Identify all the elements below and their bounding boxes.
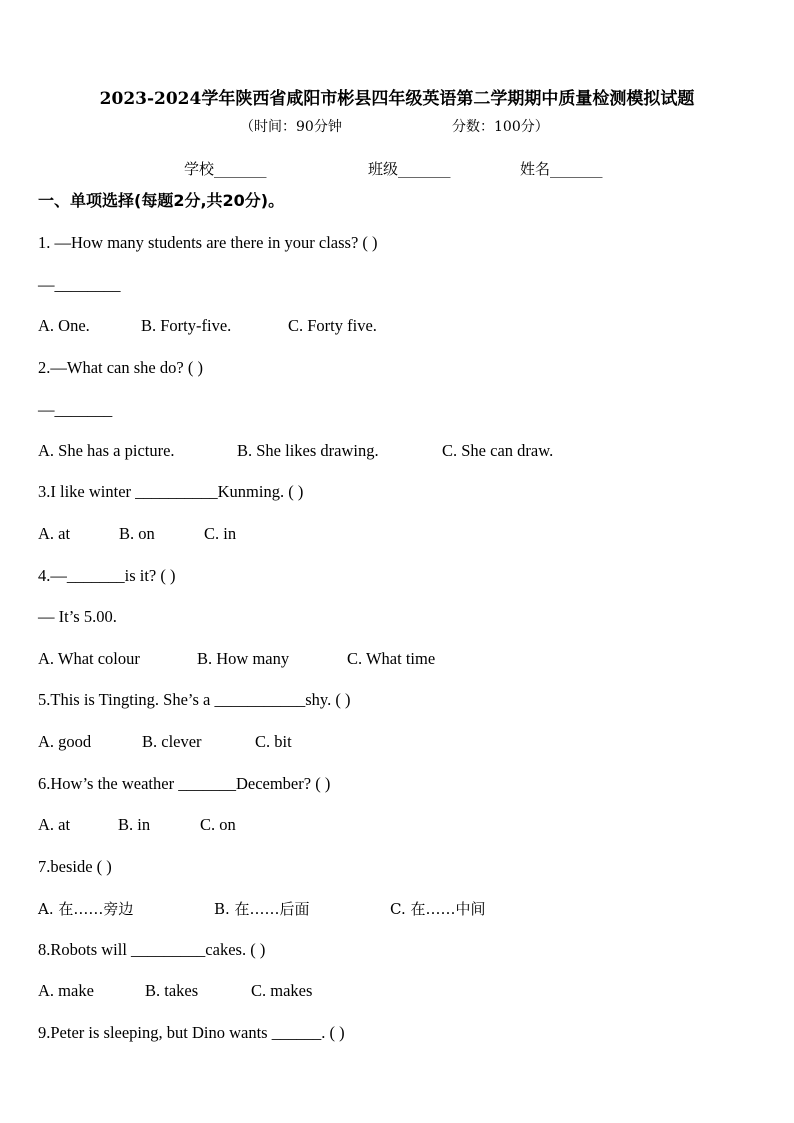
question-7-option-a: A. 在……旁边 [38, 900, 134, 918]
question-5-option-c: C. bit [255, 732, 292, 751]
name-field: 姓名_______ [520, 160, 603, 178]
question-5-option-a: A. good [38, 732, 92, 751]
question-9-stem: 9.Peter is sleeping, but Dino wants ______. ( ) [38, 1023, 345, 1042]
question-7-option-b: B. 在……后面 [214, 900, 310, 918]
question-6-stem: 6.How’s the weather _______December? ( ) [38, 774, 331, 793]
exam-title: 2023-2024学年陕西省咸阳市彬县四年级英语第二学期期中质量检测模拟试题 [99, 89, 695, 109]
question-7-stem: 7.beside ( ) [38, 857, 112, 876]
class-field: 班级_______ [368, 160, 451, 178]
question-1-option-c: C. Forty five. [288, 316, 377, 335]
question-1-answer-line: —________ [38, 275, 121, 294]
question-4-answer-line: — It’s 5.00. [38, 607, 117, 626]
question-2-stem: 2.—What can she do? ( ) [38, 358, 203, 377]
question-6-option-b: B. in [118, 815, 151, 834]
question-3-option-a: A. at [38, 524, 71, 543]
question-6-option-a: A. at [38, 815, 71, 834]
exam-time: （时间：90分钟 [240, 119, 342, 135]
question-4-option-b: B. How many [197, 649, 290, 668]
question-2-option-c: C. She can draw. [442, 441, 554, 460]
question-5-stem: 5.This is Tingting. She’s a ___________shy. ( ) [38, 690, 351, 709]
question-2-option-b: B. She likes drawing. [237, 441, 379, 460]
question-1-option-a: A. One. [38, 316, 90, 335]
question-5-option-b: B. clever [142, 732, 202, 751]
question-8-option-c: C. makes [251, 981, 313, 1000]
school-field: 学校_______ [184, 160, 267, 178]
question-2-option-a: A. She has a picture. [38, 441, 175, 460]
question-8-option-b: B. takes [145, 981, 199, 1000]
question-3-option-c: C. in [204, 524, 237, 543]
exam-score: 分数：100分） [452, 119, 549, 135]
question-6-option-c: C. on [200, 815, 236, 834]
question-8-stem: 8.Robots will _________cakes. ( ) [38, 940, 266, 959]
question-1-option-b: B. Forty-five. [141, 316, 232, 335]
question-4-option-a: A. What colour [38, 649, 140, 668]
question-2-answer-line: —_______ [38, 400, 113, 419]
section-heading: 一、单项选择(每题2分,共20分)。 [38, 191, 285, 210]
question-3-stem: 3.I like winter __________Kunming. ( ) [38, 482, 304, 501]
question-4-stem: 4.—_______is it? ( ) [38, 566, 176, 585]
question-7-option-c: C. 在……中间 [390, 900, 486, 918]
question-3-option-b: B. on [119, 524, 155, 543]
question-4-option-c: C. What time [347, 649, 436, 668]
question-1-stem: 1. —How many students are there in your class? ( ) [38, 233, 378, 252]
question-8-option-a: A. make [38, 981, 94, 1000]
